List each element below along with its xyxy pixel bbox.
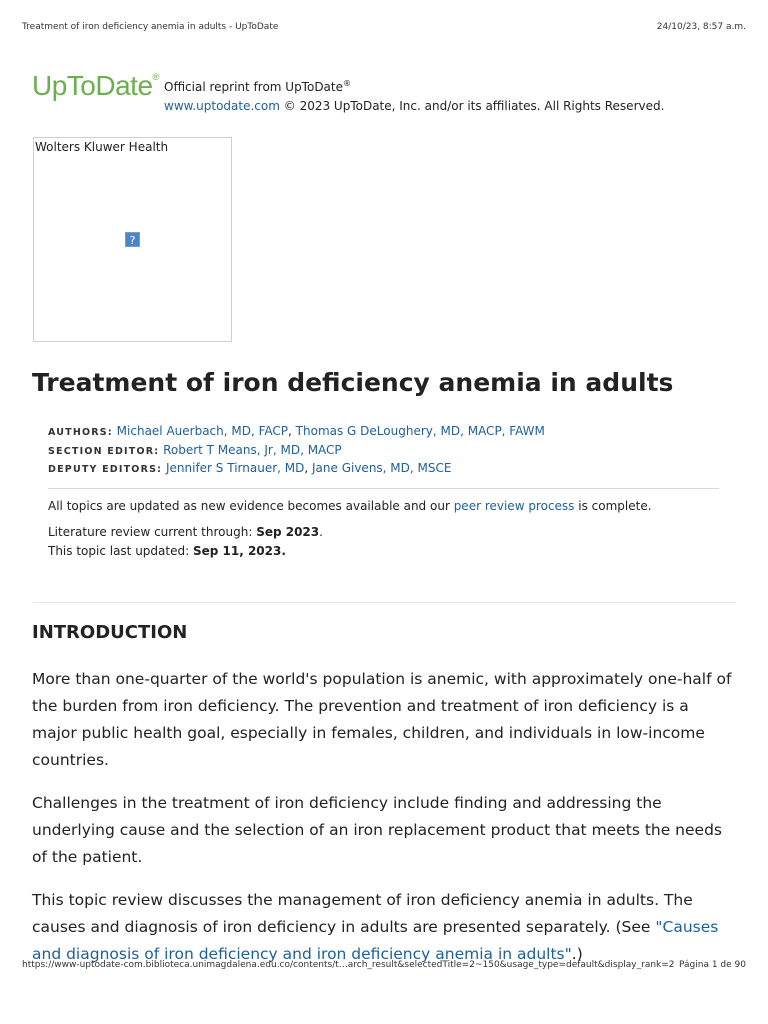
page-title: Treatment of iron deficiency anemia in adults <box>32 368 674 397</box>
section-editor-row <box>48 441 719 460</box>
section-editor-label: SECTION EDITOR: <box>48 445 160 457</box>
copyright-line <box>164 97 664 116</box>
introduction-body <box>32 666 732 984</box>
deputy-editor-link[interactable]: Jane Givens, MD, MSCE <box>312 461 452 475</box>
intro-paragraph-2: Challenges in the treatment of iron deficiency include finding and addressing the underlying cause and the selection of an iron replacement product that meets the needs of the patient. <box>32 794 722 866</box>
copyright-text: © 2023 UpToDate, Inc. and/or its affiliates. All Rights Reserved. <box>279 99 665 113</box>
literature-review-date: Literature review current through: Sep 2023. <box>48 525 323 539</box>
section-divider <box>33 602 736 603</box>
meta-divider <box>48 488 719 489</box>
section-editor-link[interactable]: Robert T Means, Jr, MD, MACP <box>163 442 342 457</box>
deputy-editor-link[interactable]: Jennifer S Tirnauer, MD <box>165 461 305 475</box>
publisher-label: Wolters Kluwer Health <box>35 140 169 154</box>
authors-label: AUTHORS: <box>48 427 113 438</box>
broken-image-icon: ? <box>125 232 140 247</box>
logo-text: UpToDate <box>32 70 153 101</box>
print-doc-title: Treatment of iron deficiency anemia in adults - UpToDate <box>22 22 279 32</box>
intro-paragraph-1: More than one-quarter of the world's population is anemic, with approximately one-half of the burden from iron deficiency. The prevention and treatment of iron deficiency is a major public health goal, especially in females, children, and individuals in low-income countries. <box>32 670 732 769</box>
deputy-editors-label: DEPUTY EDITORS: <box>48 464 163 475</box>
peer-review-link[interactable]: peer review process <box>453 498 575 513</box>
article-meta <box>48 422 719 560</box>
last-updated-date: This topic last updated: Sep 11, 2023. <box>48 543 286 558</box>
publisher-image-box <box>33 137 232 342</box>
page-number: Página 1 de 90 <box>679 960 746 970</box>
deputy-editors-row: DEPUTY EDITORS: Jennifer S Tirnauer, MD, Jane Givens, MD, MSCE <box>48 461 452 475</box>
reprint-line: Official reprint from UpToDate® <box>164 79 351 94</box>
print-url: https://www-uptodate-com.biblioteca.unimagdalena.edu.co/contents/t…arch_result&selectedTitle=2~150&usage_type=default&display_rank=2 <box>22 960 675 970</box>
update-notice: All topics are updated as new evidence becomes available and our peer review process is complete. <box>48 498 652 513</box>
author-link[interactable]: Michael Auerbach, MD, FACP <box>116 424 289 438</box>
print-timestamp: 24/10/23, 8:57 a.m. <box>656 22 746 32</box>
intro-paragraph-3: This topic review discusses the management of iron deficiency anemia in adults. The causes and diagnosis of iron deficiency in adults are presented separately. (See "Causes and diagnosis of iron deficiency and iron deficiency anemia in adults".) <box>32 891 719 963</box>
authors-row: AUTHORS: Michael Auerbach, MD, FACP, Thomas G DeLoughery, MD, MACP, FAWM <box>48 424 545 438</box>
author-link[interactable]: Thomas G DeLoughery, MD, MACP, FAWM <box>295 424 545 438</box>
uptodate-site-link[interactable]: www.uptodate.com <box>164 99 280 113</box>
logo-registered-mark: ® <box>152 72 159 82</box>
reprint-notice <box>164 74 664 116</box>
print-header <box>22 22 746 32</box>
causes-diagnosis-link[interactable]: "Causes and diagnosis of iron deficiency and iron deficiency anemia in adults" <box>32 918 719 963</box>
uptodate-logo[interactable] <box>32 70 159 102</box>
print-footer <box>22 960 746 970</box>
introduction-heading: INTRODUCTION <box>32 622 188 643</box>
